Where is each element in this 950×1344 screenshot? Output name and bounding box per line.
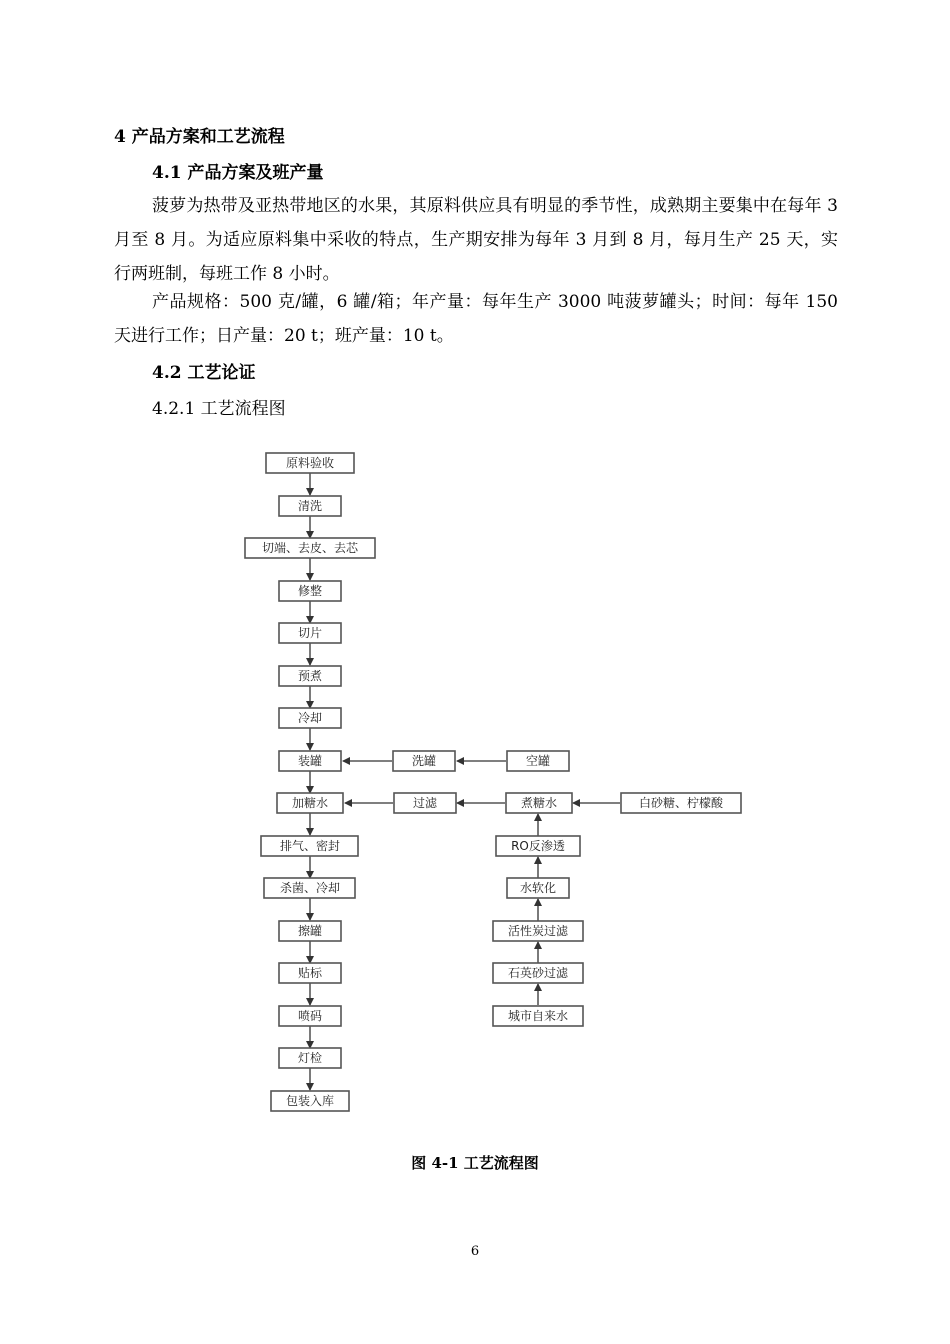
node-city-water [493,1006,583,1026]
node-label: 排气、密封 [279,839,341,853]
node-quartz-filter [493,963,583,983]
node-label: 加糖水 [291,796,329,810]
node-label: 白砂糖、柠檬酸 [638,796,724,810]
section-heading: 4 产品方案和工艺流程 [114,127,285,147]
node-label: 石英砂过滤 [507,966,569,980]
node-sugar-citric-acid [621,793,741,813]
node-label: 切片 [297,626,323,640]
node-fill-can [279,751,341,771]
node-label: 切端、去皮、去芯 [261,541,359,555]
node-label: 预煮 [297,669,323,683]
subsubsection-heading-flowchart: 4.2.1 工艺流程图 [152,399,286,419]
node-label: 冷却 [297,711,323,725]
subsection-heading-product-plan: 4.1 产品方案及班产量 [152,163,324,183]
node-raw-inspect [266,453,354,473]
node-label: 洗罐 [411,754,437,768]
node-exhaust-seal [261,836,358,856]
node-sterilize-cool [264,878,355,898]
figure-caption: 图 4-1 工艺流程图 [411,1154,539,1172]
node-boil-syrup [506,793,572,813]
page-number: 6 [470,1244,480,1259]
node-label: 喷码 [297,1009,323,1023]
node-trim [279,581,341,601]
node-code-print [279,1006,341,1026]
node-preboil [279,666,341,686]
node-label-apply [279,963,341,983]
node-wash [279,496,341,516]
node-reverse-osmosis [496,836,580,856]
node-label: 清洗 [297,499,323,513]
node-light-check [279,1048,341,1068]
node-empty-can [507,751,569,771]
node-label: 煮糖水 [520,796,558,810]
paragraph-production-period: 菠萝为热带及亚热带地区的水果，其原料供应具有明显的季节性，成熟期主要集中在每年 3 月至 8 月。为适应原料集中采收的特点，生产期安排为每年 3 月到 8 月，每月生产 25 天，实行两班制，每班工作 8 小时。 [114,196,838,284]
node-cut-peel-core [245,538,375,558]
node-label: 贴标 [297,966,323,980]
subsection-heading-process: 4.2 工艺论证 [152,363,256,383]
node-label: RO反渗透 [511,839,565,853]
node-label: 过滤 [412,796,438,810]
node-pack-store [271,1091,349,1111]
node-label: 灯检 [297,1051,323,1065]
node-label: 城市自来水 [507,1009,569,1023]
node-cool [279,708,341,728]
node-label: 包装入库 [285,1094,335,1108]
node-label: 装罐 [297,754,323,768]
node-label: 活性炭过滤 [507,924,569,938]
node-wash-can [393,751,455,771]
node-carbon-filter [493,921,583,941]
node-label: 水软化 [519,881,557,895]
node-label: 杀菌、冷却 [279,881,341,895]
paragraph-product-spec: 产品规格：500 克/罐，6 罐/箱；年产量：每年生产 3000 吨菠萝罐头；时间：每年 150 天进行工作；日产量：20 t；班产量：10 t。 [114,292,838,346]
node-label: 修整 [297,584,323,598]
node-water-softening [507,878,569,898]
node-wipe-can [279,921,341,941]
node-label: 原料验收 [285,456,335,470]
node-add-syrup [277,793,343,813]
node-label: 擦罐 [297,924,323,938]
node-label: 空罐 [525,754,551,768]
node-filter [394,793,456,813]
node-slice [279,623,341,643]
